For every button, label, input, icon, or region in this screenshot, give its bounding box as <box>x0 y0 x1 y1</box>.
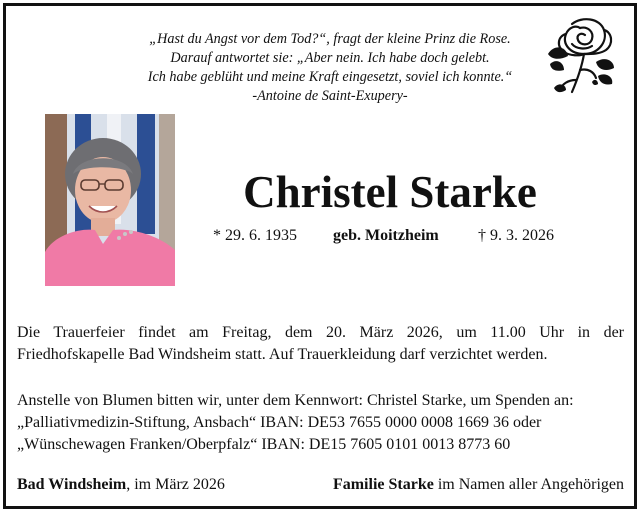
rose-icon <box>542 14 624 96</box>
portrait-photo <box>45 114 175 286</box>
death-date: † 9. 3. 2026 <box>478 227 554 244</box>
place-date <box>17 476 225 494</box>
deceased-name: Christel Starke <box>243 167 537 217</box>
maiden-name: geb. Moitzheim <box>333 227 439 244</box>
family-signature <box>333 476 624 494</box>
family-name: Familie Starke <box>332 476 434 493</box>
signature-line <box>17 476 624 498</box>
place-name: Bad Windsheim <box>17 476 127 493</box>
quote-line-3: Ich habe geblüht und meine Kraft eingesetzt, soviel ich konnte.“ <box>147 69 513 85</box>
donation-line-3: „Wünschewagen Franken/Oberpfalz“ IBAN: DE15 7605 0101 0013 8773 60 <box>17 436 511 453</box>
notice-date: , im März 2026 <box>126 476 225 493</box>
funeral-line-1: Die Trauerfeier findet am Freitag, dem 20. März 2026, um 11.00 Uhr in der <box>17 324 624 341</box>
donation-paragraph <box>17 390 624 456</box>
birth-date: * 29. 6. 1935 <box>213 227 297 244</box>
funeral-paragraph <box>17 322 624 366</box>
life-dates <box>213 227 573 247</box>
donation-line-1: Anstelle von Blumen bitten wir, unter dem Kennwort: Christel Starke, um Spenden an: <box>17 392 574 409</box>
quote-line-1: „Hast du Angst vor dem Tod?“, fragt der kleine Prinz die Rose. <box>149 31 511 47</box>
family-suffix: im Namen aller Angehörigen <box>433 476 624 493</box>
quote-author: -Antoine de Saint-Exupery- <box>252 88 408 104</box>
quote-block <box>100 30 560 106</box>
funeral-line-2: Friedhofskapelle Bad Windsheim statt. Auf Trauerkleidung darf verzichtet werden. <box>17 346 548 363</box>
donation-line-2: „Palliativmedizin-Stiftung, Ansbach“ IBAN: DE53 7655 0000 0008 1669 36 oder <box>17 414 542 431</box>
quote-line-2: Darauf antwortet sie: „Aber nein. Ich habe doch gelebt. <box>170 50 490 66</box>
